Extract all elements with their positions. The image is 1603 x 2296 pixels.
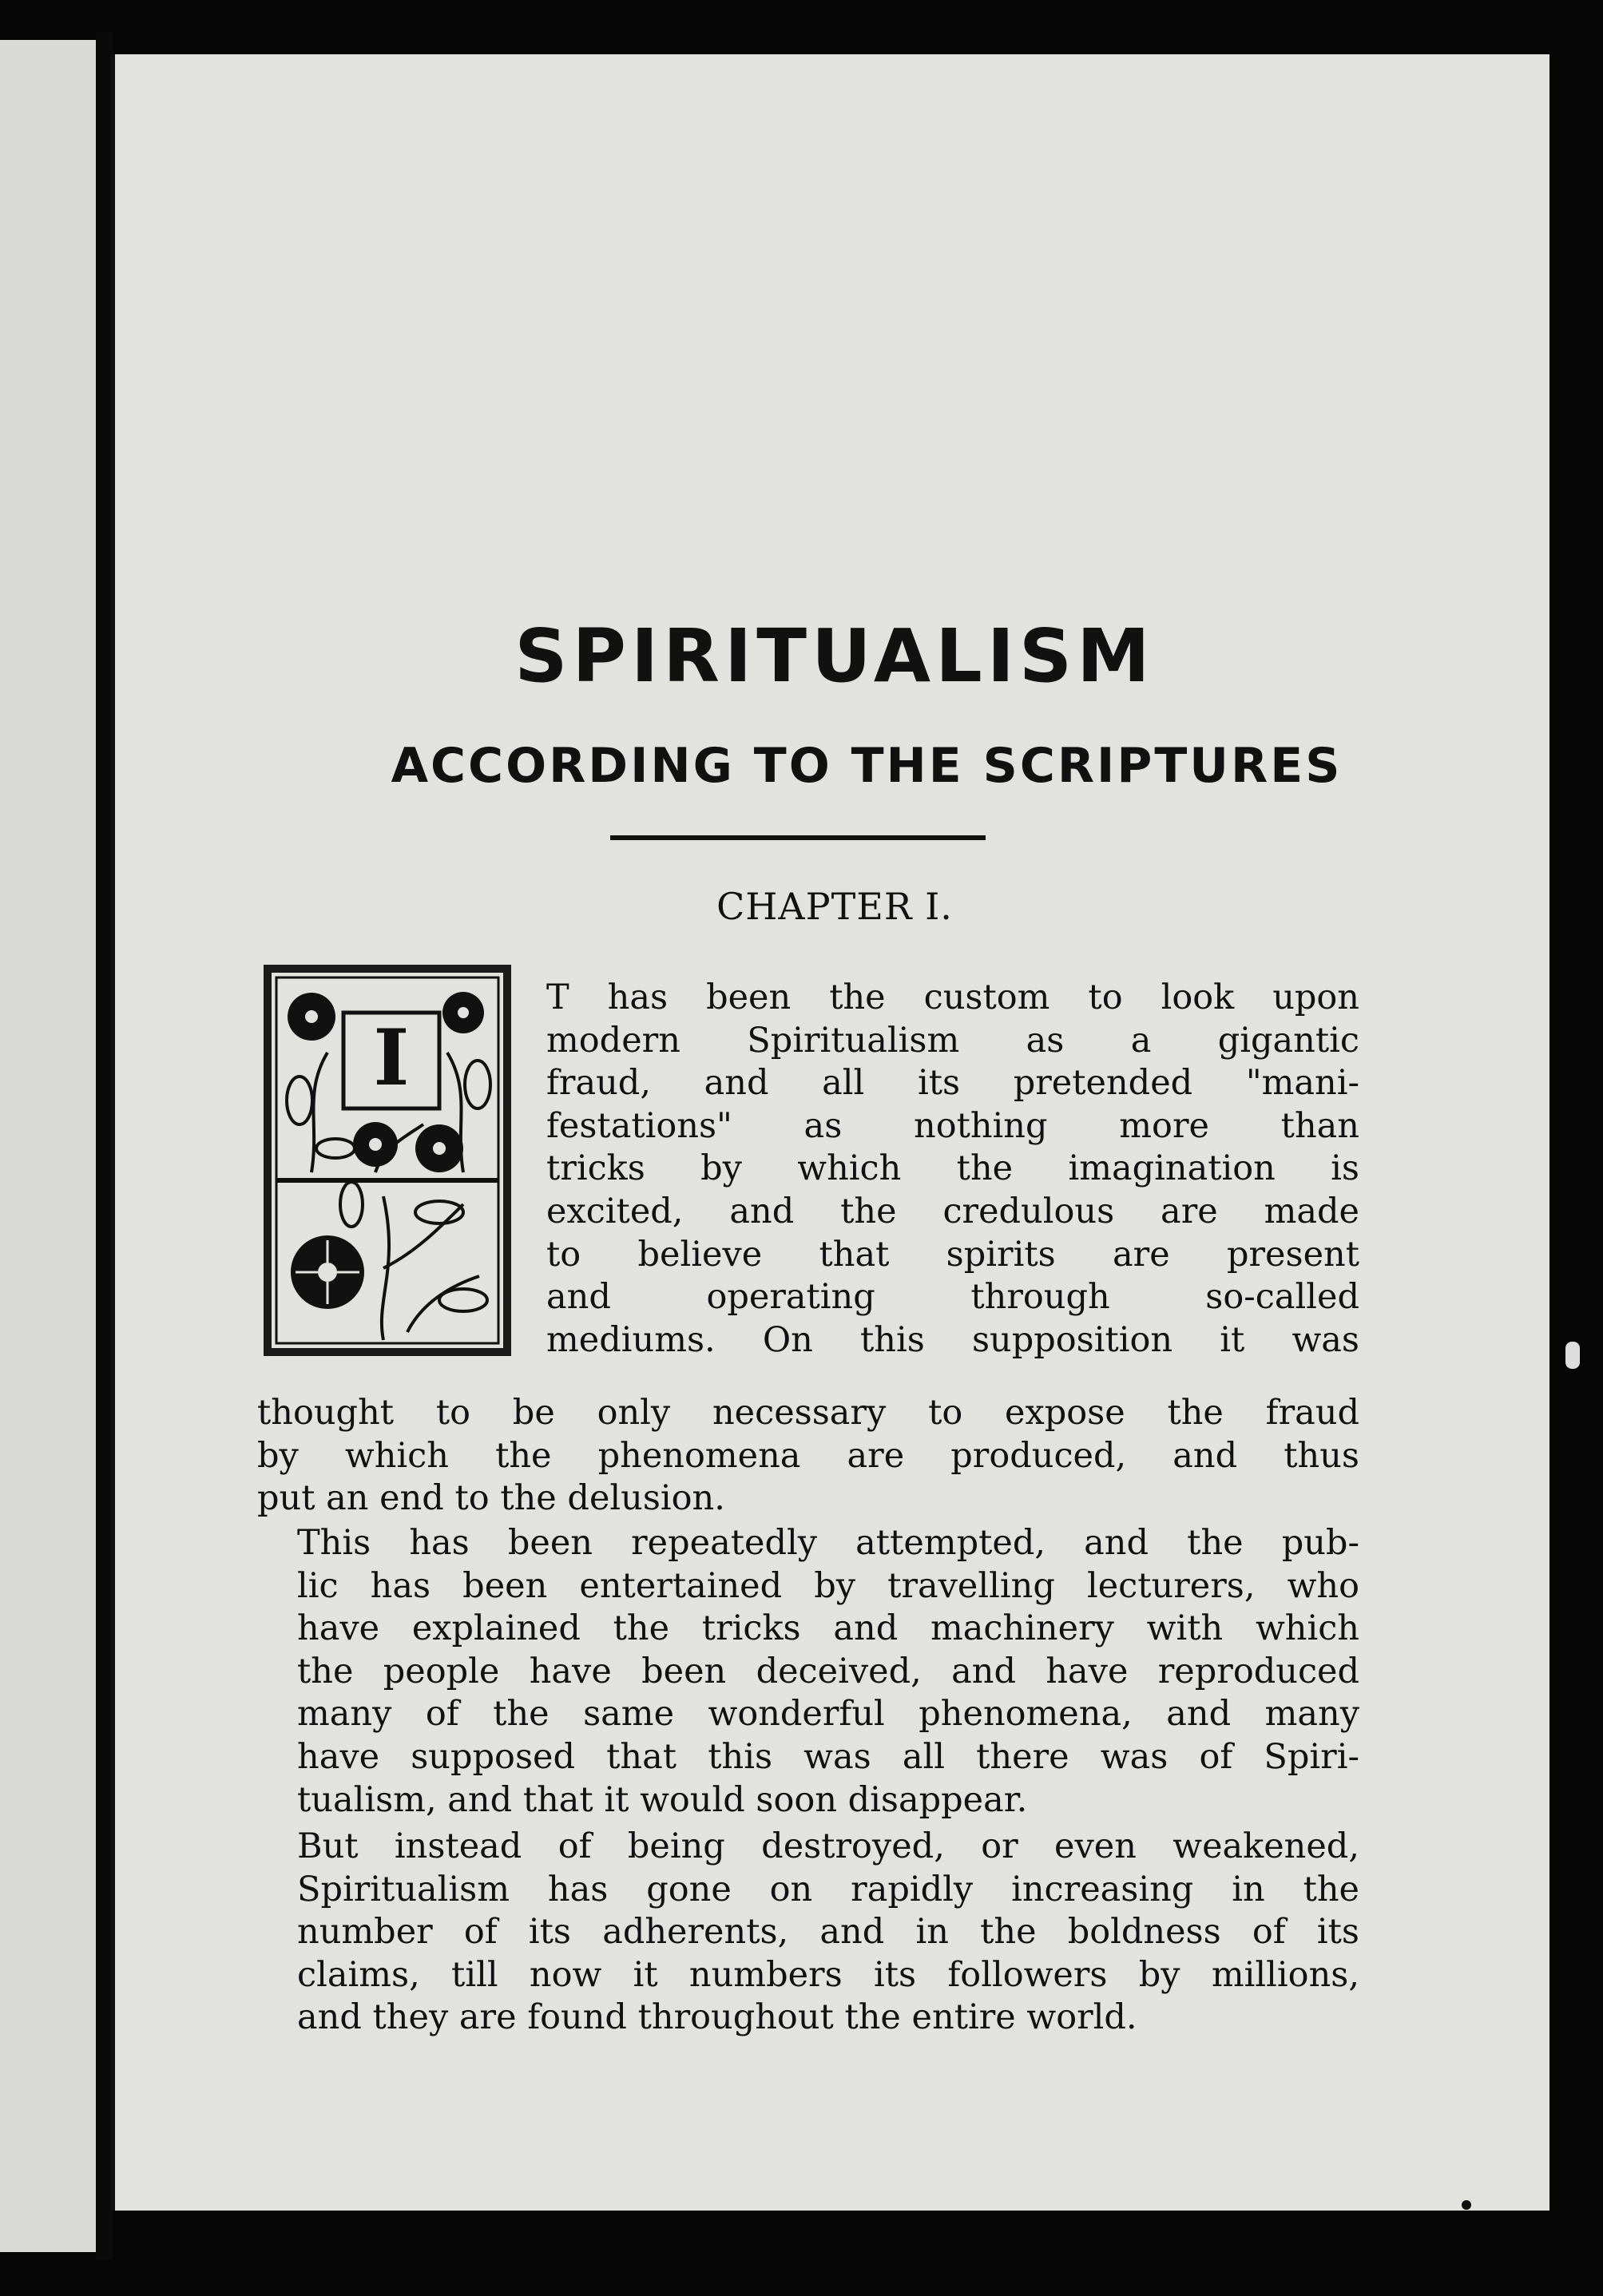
- text-line: excited, and the credulous are made: [546, 1191, 1359, 1231]
- text-line: many of the same wonderful phenomena, and many: [297, 1694, 1359, 1735]
- text-line: mediums. On this supposition it was: [546, 1319, 1359, 1360]
- text-line: fraud, and all its pretended "mani-: [546, 1063, 1359, 1104]
- scan-speck: [1565, 1342, 1580, 1369]
- ornamental-drop-cap: [264, 965, 511, 1356]
- book-page: [110, 54, 1549, 2211]
- drop-cap-letter: I: [373, 1013, 410, 1103]
- text-line: modern Spiritualism as a gigantic: [546, 1020, 1359, 1061]
- text-line: have explained the tricks and machinery with which: [297, 1608, 1359, 1649]
- title-rule: [610, 835, 986, 840]
- text-line: thought to be only necessary to expose the fraud: [257, 1393, 1359, 1433]
- paragraph-2: [257, 1522, 1359, 1822]
- paragraph-1-beside-drop-cap: [546, 977, 1359, 1362]
- scan-speck: [1462, 2200, 1471, 2210]
- floral-ornament-icon: [264, 965, 511, 1356]
- text-line: and they are found throughout the entire world.: [297, 1997, 1137, 2038]
- text-line: by which the phenomena are produced, and thus: [257, 1435, 1359, 1476]
- previous-page-edge: [0, 40, 112, 2252]
- paragraph-1-continued: [257, 1392, 1359, 1521]
- text-line: put an end to the delusion.: [257, 1478, 725, 1519]
- text-line: tualism, and that it would soon disappear.: [297, 1779, 1028, 1820]
- text-line: lic has been entertained by travelling lecturers, who: [297, 1565, 1359, 1606]
- text-line: festations" as nothing more than: [546, 1105, 1359, 1146]
- text-line: have supposed that this was all there was of Spiri-: [297, 1736, 1359, 1777]
- text-line: and operating through so-called: [546, 1277, 1359, 1318]
- text-line: Spiritualism has gone on rapidly increasing in the: [297, 1869, 1359, 1909]
- text-line: the people have been deceived, and have reproduced: [297, 1651, 1359, 1691]
- text-line: tricks by which the imagination is: [546, 1148, 1359, 1189]
- text-line: to believe that spirits are present: [546, 1234, 1359, 1275]
- page-subtitle: ACCORDING TO THE SCRIPTURES: [391, 738, 1343, 794]
- text-line: number of its adherents, and in the boldness of its: [297, 1912, 1359, 1953]
- text-line: T has been the custom to look upon: [546, 977, 1359, 1017]
- chapter-heading: CHAPTER I.: [716, 885, 953, 928]
- text-line: This has been repeatedly attempted, and the pub-: [297, 1523, 1359, 1563]
- text-line: But instead of being destroyed, or even weakened,: [297, 1826, 1359, 1866]
- paragraph-3: [257, 1826, 1359, 2040]
- page-title: SPIRITUALISM: [514, 613, 1155, 699]
- text-line: claims, till now it numbers its followers by millions,: [297, 1954, 1359, 1995]
